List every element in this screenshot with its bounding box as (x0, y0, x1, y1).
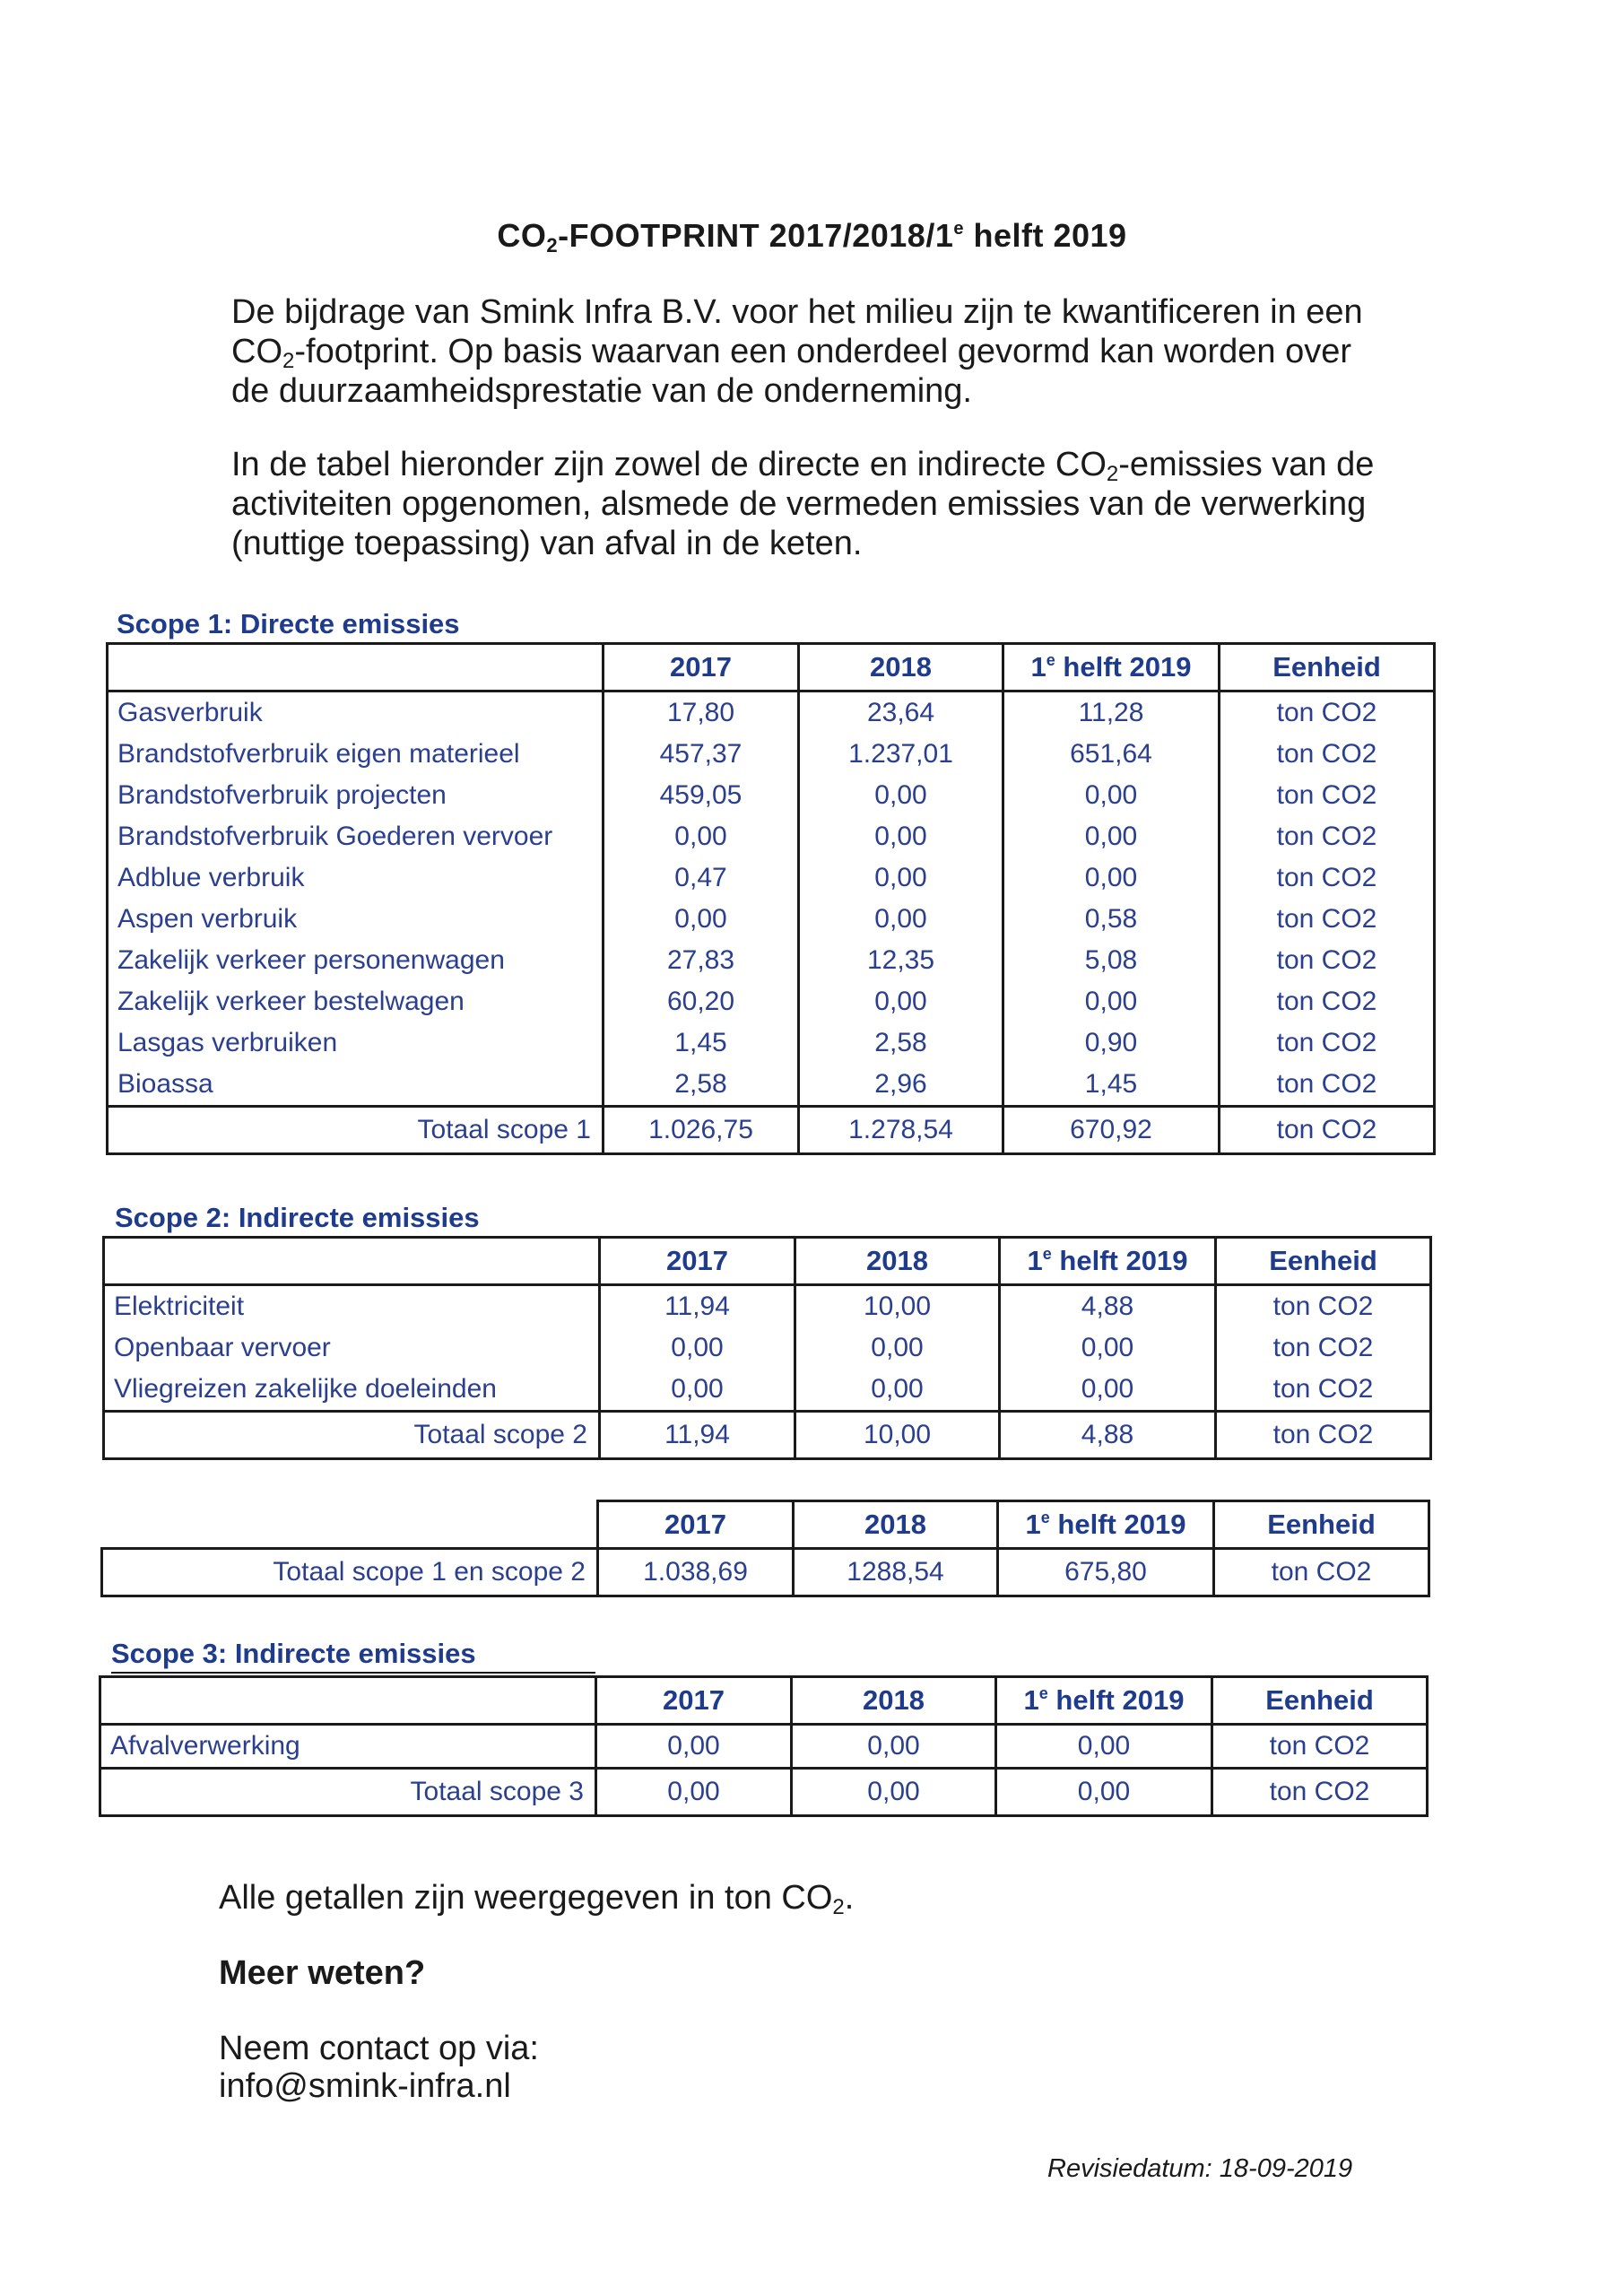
contact-text: Neem contact op via: (219, 2030, 539, 2067)
value-2018: 1.237,01 (799, 734, 1003, 775)
value-2019: 4,88 (1000, 1412, 1216, 1459)
row-label: Aspen verbruik (108, 899, 604, 940)
table-row (104, 1285, 1431, 1328)
value-2017: 1.038,69 (598, 1549, 794, 1596)
row-label: Brandstofverbruik projecten (108, 775, 604, 816)
row-label: Gasverbruik (108, 691, 604, 735)
total-row (108, 1107, 1435, 1154)
unit-cell: ton CO2 (1212, 1725, 1428, 1769)
unit-cell: ton CO2 (1216, 1412, 1431, 1459)
value-2019: 5,08 (1003, 940, 1220, 981)
header-2017: 2017 (596, 1677, 792, 1725)
unit-cell: ton CO2 (1220, 981, 1435, 1022)
value-2018: 0,00 (799, 816, 1003, 857)
value-2019: 0,00 (1003, 775, 1220, 816)
header-unit: Eenheid (1220, 644, 1435, 691)
scope3-table (99, 1675, 1429, 1817)
total-row (102, 1549, 1429, 1596)
header-2019-rest: helft 2019 (1049, 1509, 1186, 1540)
value-2017: 11,94 (600, 1412, 795, 1459)
row-label: Vliegreizen zakelijke doeleinden (104, 1369, 600, 1412)
total-row (100, 1769, 1428, 1816)
scope2-title: Scope 2: Indirecte emissies (115, 1202, 599, 1238)
table-row (104, 1369, 1431, 1412)
unit-cell: ton CO2 (1214, 1549, 1429, 1596)
table-row (108, 816, 1435, 857)
header-blank-cell (100, 1677, 596, 1725)
revision-date: Revisiedatum: 18-09-2019 (1047, 2154, 1353, 2183)
row-label: Brandstofverbruik eigen materieel (108, 734, 604, 775)
row-label: Totaal scope 1 (108, 1107, 604, 1154)
value-2017: 11,94 (600, 1285, 795, 1328)
unit-cell: ton CO2 (1220, 857, 1435, 899)
header-blank-cell (102, 1501, 598, 1549)
header-2019-half (998, 1501, 1214, 1549)
value-2019: 11,28 (1003, 691, 1220, 735)
unit-cell: ton CO2 (1220, 816, 1435, 857)
value-2017: 457,37 (604, 734, 799, 775)
scope1-title: Scope 1: Directe emissies (117, 608, 601, 644)
value-2017: 0,00 (604, 899, 799, 940)
value-2019: 1,45 (1003, 1064, 1220, 1107)
unit-cell: ton CO2 (1220, 1064, 1435, 1107)
unit-cell: ton CO2 (1216, 1369, 1431, 1412)
value-2018: 1288,54 (794, 1549, 998, 1596)
value-2018: 12,35 (799, 940, 1003, 981)
value-2019: 0,90 (1003, 1022, 1220, 1064)
header-2017: 2017 (604, 644, 799, 691)
table-row (108, 940, 1435, 981)
value-2019: 0,00 (1003, 981, 1220, 1022)
row-label: Brandstofverbruik Goederen vervoer (108, 816, 604, 857)
value-2017: 1.026,75 (604, 1107, 799, 1154)
row-label: Totaal scope 3 (100, 1769, 596, 1816)
header-2019-num: 1 (1027, 1245, 1043, 1276)
header-2019-num: 1 (1025, 1509, 1041, 1540)
row-label: Totaal scope 1 en scope 2 (102, 1549, 598, 1596)
header-2019-sup: e (1046, 651, 1055, 669)
row-label: Adblue verbruik (108, 857, 604, 899)
unit-note: Alle getallen zijn weergegeven in ton $CO_2$. (219, 1879, 855, 1919)
unit-cell: ton CO2 (1220, 1022, 1435, 1064)
value-2019: 675,80 (998, 1549, 1214, 1596)
table-row (100, 1725, 1428, 1769)
header-2019-rest: helft 2019 (1055, 651, 1192, 683)
row-label: Openbaar vervoer (104, 1327, 600, 1369)
header-2019-sup: e (1042, 1245, 1052, 1263)
value-2019: 0,00 (1003, 857, 1220, 899)
header-2017: 2017 (600, 1238, 795, 1285)
value-2018: 0,00 (792, 1725, 996, 1769)
value-2019: 0,00 (1000, 1369, 1216, 1412)
scope1-2-total-table (100, 1500, 1430, 1597)
contact-email[interactable]: info@smink-infra.nl (219, 2067, 511, 2105)
value-2017: 60,20 (604, 981, 799, 1022)
table-header-row (108, 644, 1435, 691)
header-2019-half (996, 1677, 1212, 1725)
header-unit: Eenheid (1214, 1501, 1429, 1549)
value-2018: 0,00 (792, 1769, 996, 1816)
value-2017: 0,00 (604, 816, 799, 857)
header-2018: 2018 (799, 644, 1003, 691)
header-blank-cell (108, 644, 604, 691)
value-2018: 1.278,54 (799, 1107, 1003, 1154)
header-2018: 2018 (795, 1238, 1000, 1285)
value-2019: 0,00 (996, 1725, 1212, 1769)
header-2018: 2018 (794, 1501, 998, 1549)
header-2019-sup: e (1040, 1509, 1050, 1526)
header-2017: 2017 (598, 1501, 794, 1549)
value-2018: 0,00 (799, 857, 1003, 899)
unit-cell: ton CO2 (1220, 940, 1435, 981)
scope3-title: Scope 3: Indirecte emissies (111, 1638, 595, 1674)
value-2017: 459,05 (604, 775, 799, 816)
row-label: Zakelijk verkeer bestelwagen (108, 981, 604, 1022)
unit-cell: ton CO2 (1220, 899, 1435, 940)
table-row (108, 1022, 1435, 1064)
intro-paragraph-1: De bijdrage van Smink Infra B.V. voor het milieu zijn te kwantificeren in een $CO_2$-footprint. Op basis waarvan een onderdeel gevormd kan worden over de duurzaamheidsprestatie van de onderneming. (231, 293, 1363, 410)
row-label: Totaal scope 2 (104, 1412, 600, 1459)
value-2018: 2,96 (799, 1064, 1003, 1107)
header-2019-half (1000, 1238, 1216, 1285)
value-2018: 0,00 (795, 1327, 1000, 1369)
value-2019: 4,88 (1000, 1285, 1216, 1328)
value-2018: 10,00 (795, 1285, 1000, 1328)
value-2018: 2,58 (799, 1022, 1003, 1064)
header-unit: Eenheid (1216, 1238, 1431, 1285)
row-label: Zakelijk verkeer personenwagen (108, 940, 604, 981)
unit-cell: ton CO2 (1220, 691, 1435, 735)
value-2017: 0,47 (604, 857, 799, 899)
value-2017: 0,00 (600, 1327, 795, 1369)
header-unit: Eenheid (1212, 1677, 1428, 1725)
total-row (104, 1412, 1431, 1459)
value-2018: 0,00 (795, 1369, 1000, 1412)
table-row (108, 691, 1435, 735)
row-label: Elektriciteit (104, 1285, 600, 1328)
value-2017: 27,83 (604, 940, 799, 981)
value-2019: 0,00 (1000, 1327, 1216, 1369)
header-blank-cell (104, 1238, 600, 1285)
header-2018: 2018 (792, 1677, 996, 1725)
table-row (108, 857, 1435, 899)
value-2017: 1,45 (604, 1022, 799, 1064)
unit-cell: ton CO2 (1220, 734, 1435, 775)
value-2017: 0,00 (596, 1769, 792, 1816)
table-row (108, 734, 1435, 775)
value-2019: 670,92 (1003, 1107, 1220, 1154)
value-2017: 2,58 (604, 1064, 799, 1107)
value-2017: 0,00 (600, 1369, 795, 1412)
scope1-table (106, 642, 1436, 1155)
header-2019-rest: helft 2019 (1047, 1684, 1185, 1716)
table-header-row (100, 1677, 1428, 1725)
header-2019-sup: e (1038, 1684, 1048, 1702)
value-2019: 0,00 (1003, 816, 1220, 857)
header-2019-num: 1 (1023, 1684, 1039, 1716)
value-2018: 10,00 (795, 1412, 1000, 1459)
table-header-row (102, 1501, 1429, 1549)
table-row (108, 775, 1435, 816)
table-header-row (104, 1238, 1431, 1285)
header-2019-half (1003, 644, 1220, 691)
value-2018: 23,64 (799, 691, 1003, 735)
intro-paragraph-2: In de tabel hieronder zijn zowel de directe en indirecte $CO_2$-emissies van de activiteiten opgenomen, alsmede de vermeden emissies van de verwerking (nuttige toepassing) van afval in de keten. (231, 446, 1375, 562)
unit-cell: ton CO2 (1216, 1327, 1431, 1369)
table-row (104, 1327, 1431, 1369)
row-label: Bioassa (108, 1064, 604, 1107)
value-2018: 0,00 (799, 775, 1003, 816)
header-2019-rest: helft 2019 (1051, 1245, 1188, 1276)
unit-cell: ton CO2 (1220, 775, 1435, 816)
value-2018: 0,00 (799, 981, 1003, 1022)
header-2019-num: 1 (1030, 651, 1046, 683)
value-2018: 0,00 (799, 899, 1003, 940)
value-2019: 0,58 (1003, 899, 1220, 940)
row-label: Lasgas verbruiken (108, 1022, 604, 1064)
table-row (108, 981, 1435, 1022)
unit-cell: ton CO2 (1212, 1769, 1428, 1816)
more-info-heading: Meer weten? (219, 1954, 426, 1992)
table-row (108, 1064, 1435, 1107)
unit-cell: ton CO2 (1220, 1107, 1435, 1154)
value-2017: 17,80 (604, 691, 799, 735)
document-title: $CO_2$-FOOTPRINT 2017/2018/1e helft 2019 (497, 217, 1127, 257)
value-2019: 0,00 (996, 1769, 1212, 1816)
value-2019: 651,64 (1003, 734, 1220, 775)
unit-cell: ton CO2 (1216, 1285, 1431, 1328)
row-label: Afvalverwerking (100, 1725, 596, 1769)
value-2017: 0,00 (596, 1725, 792, 1769)
scope2-table (102, 1236, 1432, 1460)
table-row (108, 899, 1435, 940)
